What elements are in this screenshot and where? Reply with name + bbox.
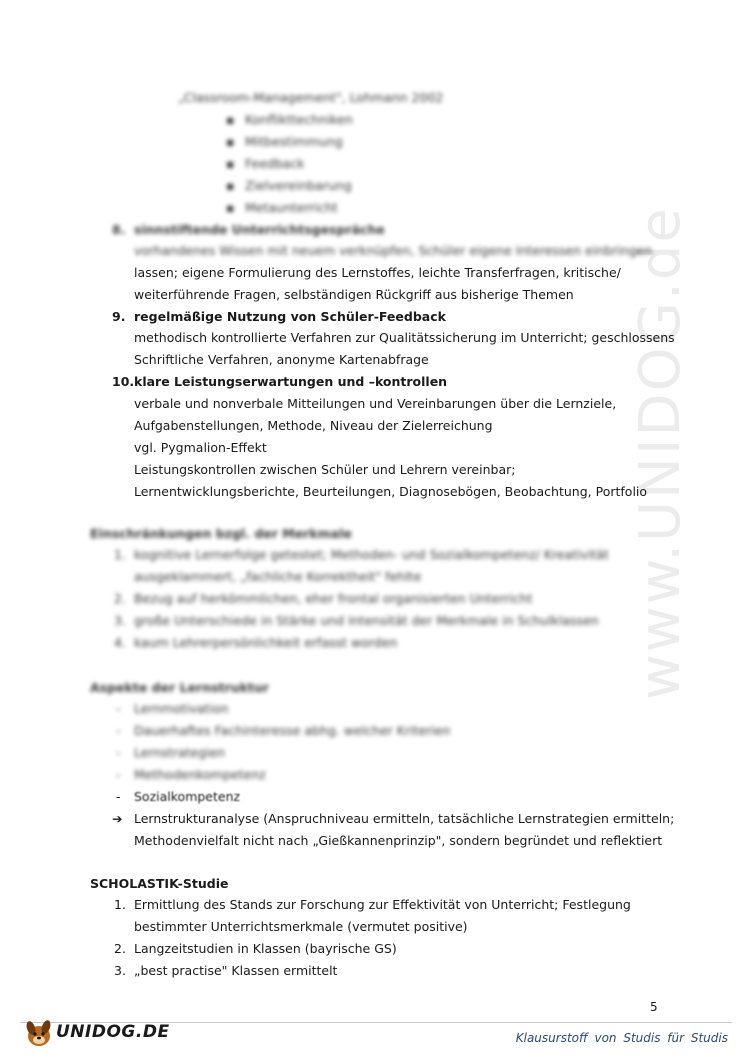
list-item-text: Langzeitstudien in Klassen (bayrische GS) [134,941,397,956]
list-item-text: Bezug auf herkömmlichen, eher frontal organisierten Unterricht [134,591,533,606]
dash-item: Lernmotivation [134,701,229,716]
dog-icon [22,1016,56,1050]
list-number: 3. [114,613,126,628]
list-number: 4. [114,635,126,650]
sub-bullet-item: Konflikttechniken [245,112,353,127]
dash-item: Dauerhaftes Fachinteresse abhg. welcher Kriterien [134,723,451,738]
dash-marker: - [116,723,121,738]
dash-marker: - [116,767,121,782]
item-text: vorhandenes Wissen mit neuem verknüpfen, Schüler eigene Interessen einbringen [134,243,653,258]
footer-tagline: Klausurstoff von Studis für Studis [515,1031,728,1045]
dash-marker: - [116,701,121,716]
section-heading: Aspekte der Lernstruktur [90,680,269,695]
sub-bullet-item: Metaunterricht [245,200,338,215]
section-heading: Einschränkungen bzgl. der Merkmale [90,526,352,541]
list-bullet: ▪ [226,156,235,171]
list-number: 1. [114,547,126,562]
sub-bullet-item: Mitbestimmung [245,134,343,149]
list-bullet: ▪ [226,200,235,215]
logo-text: UNIDOG.DE [56,1022,170,1042]
item-heading: sinnstiftende Unterrichtsgespräche [134,222,385,237]
list-number: 2. [114,591,126,606]
dash-item: Sozialkompetenz [134,789,241,804]
arrow-icon: ➔ [112,811,123,826]
item-heading: klare Leistungserwartungen und –kontrollen [134,374,448,389]
item-text: weiterführende Fragen, selbständigen Rückgriff aus bisherige Themen [134,287,574,302]
list-item-text: ausgeklammert, „fachliche Korrektheit" fehlte [134,569,422,584]
dash-marker: - [116,789,121,804]
source-line: „Classroom-Management", Lohmann 2002 [178,90,444,105]
item-text: vgl. Pygmalion-Effekt [134,440,267,455]
arrow-item-text: Methodenvielfalt nicht nach „Gießkannenprinzip", sondern begründet und reflektiert [134,833,663,848]
list-number: 1. [114,897,126,912]
sub-bullet-item: Zielvereinbarung [245,178,352,193]
item-text: lassen; eigene Formulierung des Lernstoffes, leichte Transferfragen, kritische/ [134,265,621,280]
item-text: methodisch kontrollierte Verfahren zur Qualitätssicherung im Unterricht; geschlossens [134,330,675,345]
list-number: 8. [112,222,126,237]
list-item-text: kaum Lehrerpersönlichkeit erfasst worden [134,635,398,650]
list-bullet: ▪ [226,178,235,193]
list-number: 2. [114,941,126,956]
list-number: 9. [112,309,126,324]
item-text: verbale und nonverbale Mitteilungen und Vereinbarungen über die Lernziele, [134,396,617,411]
list-bullet: ▪ [226,134,235,149]
list-item-text: Ermittlung des Stands zur Forschung zur Effektivität von Unterricht; Festlegung [134,897,631,912]
watermark: www.UNIDOG.de [628,206,693,700]
list-number: 10. [112,374,135,389]
dash-item: Methodenkompetenz [134,767,266,782]
list-bullet: ▪ [226,112,235,127]
list-item-text: große Unterschiede in Stärke und Intensität der Merkmale in Schulklassen [134,613,599,628]
item-text: Schriftliche Verfahren, anonyme Kartenabfrage [134,352,429,367]
dash-item: Lernstrategien [134,745,226,760]
dash-marker: - [116,745,121,760]
list-item-text: „best practise" Klassen ermittelt [134,963,338,978]
arrow-item-text: Lernstrukturanalyse (Anspruchniveau ermitteln, tatsächliche Lernstrategien ermitteln; [134,811,675,826]
item-text: Aufgabenstellungen, Methode, Niveau der Zielerreichung [134,418,493,433]
list-item-text: kognitive Lernerfolge getestet; Methoden- und Sozialkompetenz/ Kreativität [134,547,609,562]
section-heading: SCHOLASTIK-Studie [90,876,229,891]
item-text: Leistungskontrollen zwischen Schüler und Lehrern vereinbar; [134,462,516,477]
unidog-logo [22,1016,170,1050]
sub-bullet-item: Feedback [245,156,305,171]
list-item-text: bestimmter Unterrichtsmerkmale (vermutet positive) [134,919,468,934]
page-number: 5 [650,1000,658,1014]
item-text: Lernentwicklungsberichte, Beurteilungen, Diagnosebögen, Beobachtung, Portfolio [134,484,648,499]
list-number: 3. [114,963,126,978]
item-heading: regelmäßige Nutzung von Schüler-Feedback [134,309,446,324]
